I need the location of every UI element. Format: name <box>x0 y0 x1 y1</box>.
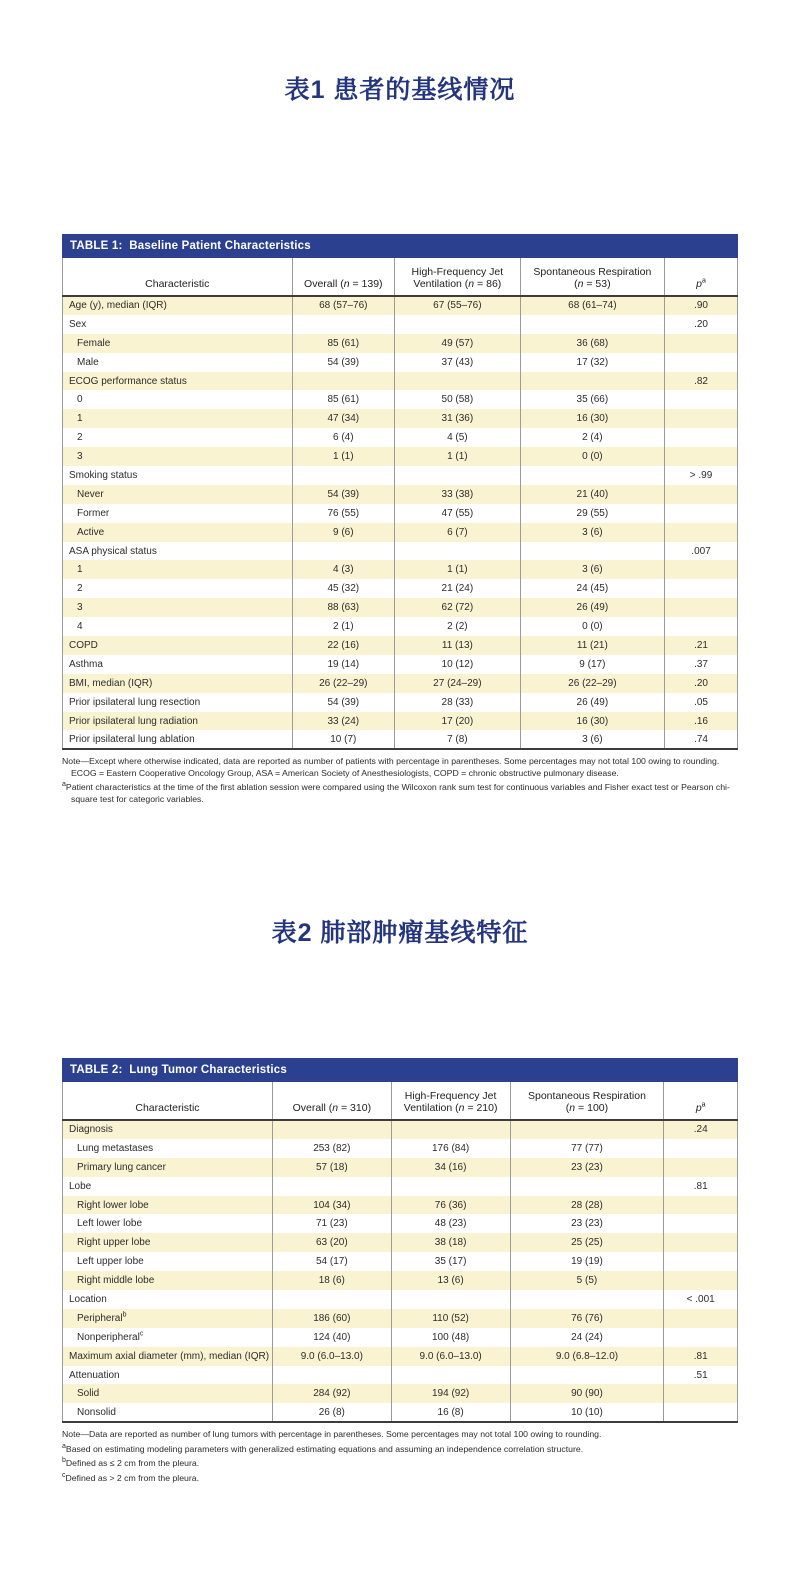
cell <box>391 1177 510 1196</box>
cell: 28 (28) <box>510 1196 664 1215</box>
cell: 47 (34) <box>292 409 395 428</box>
cell <box>391 1366 510 1385</box>
cell: 9.0 (6.0–13.0) <box>272 1347 391 1366</box>
cell: 28 (33) <box>395 693 521 712</box>
cell <box>520 542 664 561</box>
cell <box>665 428 738 447</box>
cell: 54 (39) <box>292 485 395 504</box>
cell <box>665 579 738 598</box>
table-row <box>63 712 738 731</box>
table-row <box>63 1403 738 1422</box>
row-label: Right lower lobe <box>63 1196 273 1215</box>
cell <box>664 1403 738 1422</box>
cell: 68 (61–74) <box>520 296 664 315</box>
table-row <box>63 730 738 749</box>
table2-footnotes <box>62 1429 738 1484</box>
cell: 26 (22–29) <box>292 674 395 693</box>
table-row <box>63 693 738 712</box>
row-label: 1 <box>63 560 293 579</box>
cell <box>664 1271 738 1290</box>
table-row <box>63 542 738 561</box>
cell: 25 (25) <box>510 1233 664 1252</box>
cell <box>520 315 664 334</box>
cell: .20 <box>665 674 738 693</box>
table-row <box>63 1196 738 1215</box>
cell <box>665 598 738 617</box>
table-row <box>63 674 738 693</box>
cell: 13 (6) <box>391 1271 510 1290</box>
cell: 124 (40) <box>272 1328 391 1347</box>
column-header: $p^a$ <box>665 258 738 296</box>
column-header: Overall (n = 310) <box>272 1082 391 1120</box>
cell: 90 (90) <box>510 1384 664 1403</box>
cell: 3 (6) <box>520 523 664 542</box>
row-label: Left upper lobe <box>63 1252 273 1271</box>
table2-chinese-title: 表2 肺部肿瘤基线特征 <box>271 919 529 947</box>
column-header: High-Frequency Jet Ventilation (n = 210) <box>391 1082 510 1120</box>
cell <box>665 447 738 466</box>
cell <box>664 1233 738 1252</box>
cell <box>665 504 738 523</box>
table-row <box>63 1328 738 1347</box>
cell: 26 (8) <box>272 1403 391 1422</box>
column-header: High-Frequency Jet Ventilation (n = 86) <box>395 258 521 296</box>
cell: 7 (8) <box>395 730 521 749</box>
row-label: 3 <box>63 447 293 466</box>
cell: 17 (32) <box>520 353 664 372</box>
cell: 54 (39) <box>292 693 395 712</box>
cell: 0 (0) <box>520 617 664 636</box>
cell: 76 (36) <box>391 1196 510 1215</box>
footnote-line: Note—Except where otherwise indicated, data are reported as number of patients with percentage in parentheses. Some percentages may not total 100 owing to rounding. ECOG = Eastern Cooperative Oncology Group, ASA = American Society of Anesthesiologists, COPD = chronic obstructive pulmonary disease. <box>62 756 720 778</box>
row-label: 2 <box>63 579 293 598</box>
row-label: Male <box>63 353 293 372</box>
row-label: Smoking status <box>63 466 293 485</box>
cell: 19 (19) <box>510 1252 664 1271</box>
table-row <box>63 447 738 466</box>
cell: 38 (18) <box>391 1233 510 1252</box>
row-label: Prior ipsilateral lung ablation <box>63 730 293 749</box>
cell: 9 (6) <box>292 523 395 542</box>
footnote-line: $^a$Based on estimating modeling parameters with generalized estimating equations and assuming an independence correlation structure. <box>62 1442 584 1454</box>
row-label: Never <box>63 485 293 504</box>
cell <box>664 1309 738 1328</box>
row-label: Former <box>63 504 293 523</box>
cell: 17 (20) <box>395 712 521 731</box>
cell: < .001 <box>664 1290 738 1309</box>
table-row <box>63 1290 738 1309</box>
column-header-row <box>63 1082 738 1120</box>
cell: 16 (30) <box>520 409 664 428</box>
cell <box>664 1214 738 1233</box>
cell <box>664 1158 738 1177</box>
row-label: Maximum axial diameter (mm), median (IQR) <box>63 1347 273 1366</box>
table-row <box>63 296 738 315</box>
cell: 23 (23) <box>510 1158 664 1177</box>
table-row <box>63 1347 738 1366</box>
table1-footnotes <box>62 756 738 805</box>
cell: .24 <box>664 1120 738 1139</box>
cell: 23 (23) <box>510 1214 664 1233</box>
cell <box>665 334 738 353</box>
cell: 24 (24) <box>510 1328 664 1347</box>
cell <box>664 1139 738 1158</box>
row-label: Sex <box>63 315 293 334</box>
cell: 34 (16) <box>391 1158 510 1177</box>
cell: 54 (17) <box>272 1252 391 1271</box>
cell: 76 (55) <box>292 504 395 523</box>
row-label: Right upper lobe <box>63 1233 273 1252</box>
column-header: Characteristic <box>63 1082 273 1120</box>
cell: 194 (92) <box>391 1384 510 1403</box>
cell <box>395 315 521 334</box>
cell <box>510 1120 664 1139</box>
row-label: Primary lung cancer <box>63 1158 273 1177</box>
table-row <box>63 598 738 617</box>
row-label: 0 <box>63 390 293 409</box>
cell: 18 (6) <box>272 1271 391 1290</box>
cell <box>664 1196 738 1215</box>
footnote-line: $^c$Defined as > 2 cm from the pleura. <box>62 1471 200 1483</box>
cell: .81 <box>664 1177 738 1196</box>
cell: 88 (63) <box>292 598 395 617</box>
cell: 9 (17) <box>520 655 664 674</box>
row-label: Solid <box>63 1384 273 1403</box>
cell: .82 <box>665 372 738 391</box>
cell <box>665 523 738 542</box>
row-label: Lung metastases <box>63 1139 273 1158</box>
table-row <box>63 466 738 485</box>
table-row <box>63 523 738 542</box>
table-row <box>63 617 738 636</box>
cell: 76 (76) <box>510 1309 664 1328</box>
cell: 63 (20) <box>272 1233 391 1252</box>
cell: 54 (39) <box>292 353 395 372</box>
row-label: Active <box>63 523 293 542</box>
row-label: Diagnosis <box>63 1120 273 1139</box>
cell: 26 (49) <box>520 693 664 712</box>
cell: 45 (32) <box>292 579 395 598</box>
cell: 10 (10) <box>510 1403 664 1422</box>
cell <box>520 372 664 391</box>
cell: .37 <box>665 655 738 674</box>
cell: 2 (2) <box>395 617 521 636</box>
cell <box>510 1290 664 1309</box>
cell: 4 (5) <box>395 428 521 447</box>
cell <box>292 372 395 391</box>
cell <box>272 1366 391 1385</box>
cell <box>665 485 738 504</box>
cell: 100 (48) <box>391 1328 510 1347</box>
cell: 36 (68) <box>520 334 664 353</box>
cell: .90 <box>665 296 738 315</box>
table-row <box>63 1384 738 1403</box>
cell: 186 (60) <box>272 1309 391 1328</box>
table-row <box>63 1214 738 1233</box>
table2 <box>62 1058 738 1484</box>
cell: 253 (82) <box>272 1139 391 1158</box>
table-row <box>63 1252 738 1271</box>
cell <box>272 1177 391 1196</box>
row-label: 2 <box>63 428 293 447</box>
row-label: 1 <box>63 409 293 428</box>
cell: 1 (1) <box>292 447 395 466</box>
cell: 2 (4) <box>520 428 664 447</box>
cell: 68 (57–76) <box>292 296 395 315</box>
table-row <box>63 315 738 334</box>
cell: 4 (3) <box>292 560 395 579</box>
row-label: Prior ipsilateral lung resection <box>63 693 293 712</box>
cell <box>391 1290 510 1309</box>
cell: 50 (58) <box>395 390 521 409</box>
table-row <box>63 1158 738 1177</box>
table-row <box>63 1139 738 1158</box>
table-row <box>63 334 738 353</box>
table-row <box>63 428 738 447</box>
cell: > .99 <box>665 466 738 485</box>
cell: .74 <box>665 730 738 749</box>
table-row <box>63 353 738 372</box>
cell: .21 <box>665 636 738 655</box>
row-label: Location <box>63 1290 273 1309</box>
table-row <box>63 655 738 674</box>
cell <box>395 372 521 391</box>
cell: 33 (24) <box>292 712 395 731</box>
cell: .007 <box>665 542 738 561</box>
row-label: 3 <box>63 598 293 617</box>
cell: .16 <box>665 712 738 731</box>
cell <box>272 1120 391 1139</box>
cell: 35 (66) <box>520 390 664 409</box>
row-label: Nonperipheral$^c$ <box>63 1328 273 1347</box>
table-row <box>63 1120 738 1139</box>
cell: 22 (16) <box>292 636 395 655</box>
table-row <box>63 409 738 428</box>
row-label: Nonsolid <box>63 1403 273 1422</box>
cell: 57 (18) <box>272 1158 391 1177</box>
cell: 16 (30) <box>520 712 664 731</box>
row-label: Right middle lobe <box>63 1271 273 1290</box>
cell: 11 (21) <box>520 636 664 655</box>
table-row <box>63 636 738 655</box>
table-row <box>63 1233 738 1252</box>
cell: 19 (14) <box>292 655 395 674</box>
cell: 3 (6) <box>520 730 664 749</box>
table1-grid <box>62 258 738 750</box>
row-label: Female <box>63 334 293 353</box>
cell: 71 (23) <box>272 1214 391 1233</box>
cell: 5 (5) <box>510 1271 664 1290</box>
cell: 6 (7) <box>395 523 521 542</box>
cell: 16 (8) <box>391 1403 510 1422</box>
row-label: ASA physical status <box>63 542 293 561</box>
cell: 21 (24) <box>395 579 521 598</box>
cell: 2 (1) <box>292 617 395 636</box>
cell: 6 (4) <box>292 428 395 447</box>
cell: 1 (1) <box>395 560 521 579</box>
footnote-line: $^b$Defined as ≤ 2 cm from the pleura. <box>62 1457 200 1469</box>
column-header: Spontaneous Respiration (n = 100) <box>510 1082 664 1120</box>
row-label: ECOG performance status <box>63 372 293 391</box>
cell <box>292 542 395 561</box>
row-label: Attenuation <box>63 1366 273 1385</box>
cell <box>292 315 395 334</box>
cell: 10 (12) <box>395 655 521 674</box>
table-row <box>63 1309 738 1328</box>
column-header: $p^a$ <box>664 1082 738 1120</box>
row-label: Prior ipsilateral lung radiation <box>63 712 293 731</box>
cell <box>292 466 395 485</box>
cell <box>510 1366 664 1385</box>
cell: 35 (17) <box>391 1252 510 1271</box>
cell: 110 (52) <box>391 1309 510 1328</box>
column-header-row <box>63 258 738 296</box>
cell: 37 (43) <box>395 353 521 372</box>
table-row <box>63 485 738 504</box>
cell: .20 <box>665 315 738 334</box>
column-header: Characteristic <box>63 258 293 296</box>
cell: 176 (84) <box>391 1139 510 1158</box>
cell <box>520 466 664 485</box>
cell: 11 (13) <box>395 636 521 655</box>
footnote-line: Note—Data are reported as number of lung tumors with percentage in parentheses. Some percentages may not total 100 owing to rounding. <box>62 1429 602 1440</box>
row-label: BMI, median (IQR) <box>63 674 293 693</box>
column-header: Spontaneous Respiration (n = 53) <box>520 258 664 296</box>
cell <box>665 390 738 409</box>
column-header: Overall (n = 139) <box>292 258 395 296</box>
cell: 284 (92) <box>272 1384 391 1403</box>
cell <box>395 466 521 485</box>
cell: 49 (57) <box>395 334 521 353</box>
cell <box>391 1120 510 1139</box>
table-row <box>63 390 738 409</box>
table-row <box>63 1271 738 1290</box>
cell: 9.0 (6.0–13.0) <box>391 1347 510 1366</box>
cell: 21 (40) <box>520 485 664 504</box>
cell: 48 (23) <box>391 1214 510 1233</box>
table1-chinese-title: 表1 患者的基线情况 <box>284 76 516 104</box>
cell <box>664 1384 738 1403</box>
table-row <box>63 504 738 523</box>
cell: 33 (38) <box>395 485 521 504</box>
cell: 10 (7) <box>292 730 395 749</box>
cell: 0 (0) <box>520 447 664 466</box>
cell <box>664 1252 738 1271</box>
cell: .05 <box>665 693 738 712</box>
table-row <box>63 1177 738 1196</box>
row-label: 4 <box>63 617 293 636</box>
table1 <box>62 234 738 805</box>
row-label: Asthma <box>63 655 293 674</box>
cell: 67 (55–76) <box>395 296 521 315</box>
table2-title-bar: TABLE 2: Lung Tumor Characteristics <box>62 1058 738 1082</box>
cell <box>395 542 521 561</box>
cell: 47 (55) <box>395 504 521 523</box>
cell: .81 <box>664 1347 738 1366</box>
row-label: Lobe <box>63 1177 273 1196</box>
cell: 85 (61) <box>292 390 395 409</box>
table-row <box>63 372 738 391</box>
cell <box>665 560 738 579</box>
table1-title-bar: TABLE 1: Baseline Patient Characteristics <box>62 234 738 258</box>
table2-grid <box>62 1082 738 1423</box>
cell: 24 (45) <box>520 579 664 598</box>
footnote-line: $^a$Patient characteristics at the time of the first ablation session were compared using the Wilcoxon rank sum test for continuous variables and Fisher exact test or Pearson chi-square test for categoric variables. <box>62 781 730 804</box>
cell <box>665 617 738 636</box>
cell: 1 (1) <box>395 447 521 466</box>
cell: 29 (55) <box>520 504 664 523</box>
table-row <box>63 1366 738 1385</box>
row-label: Peripheral$^b$ <box>63 1309 273 1328</box>
cell: 9.0 (6.8–12.0) <box>510 1347 664 1366</box>
cell <box>510 1177 664 1196</box>
cell: 104 (34) <box>272 1196 391 1215</box>
table-row <box>63 579 738 598</box>
cell: 85 (61) <box>292 334 395 353</box>
cell <box>272 1290 391 1309</box>
row-label: Left lower lobe <box>63 1214 273 1233</box>
cell <box>665 353 738 372</box>
cell: 3 (6) <box>520 560 664 579</box>
cell <box>665 409 738 428</box>
row-label: COPD <box>63 636 293 655</box>
cell: 26 (49) <box>520 598 664 617</box>
cell: .51 <box>664 1366 738 1385</box>
table-row <box>63 560 738 579</box>
cell: 77 (77) <box>510 1139 664 1158</box>
cell: 31 (36) <box>395 409 521 428</box>
cell: 62 (72) <box>395 598 521 617</box>
row-label: Age (y), median (IQR) <box>63 296 293 315</box>
cell: 27 (24–29) <box>395 674 521 693</box>
cell <box>664 1328 738 1347</box>
cell: 26 (22–29) <box>520 674 664 693</box>
